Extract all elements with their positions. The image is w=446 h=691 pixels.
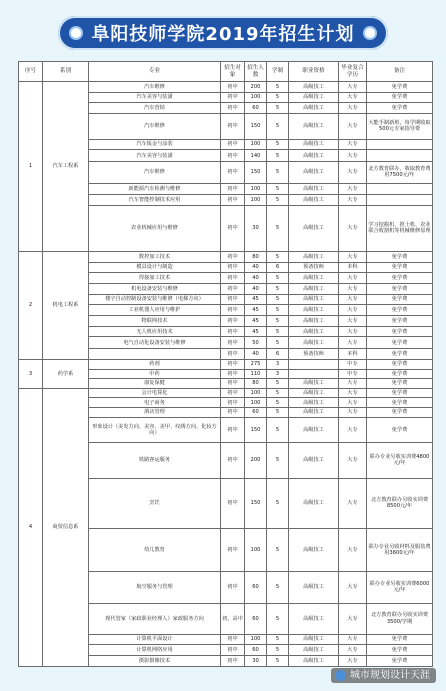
degree-cell: 大专	[339, 305, 367, 316]
count-cell: 80	[245, 379, 267, 389]
degree-cell: 大专	[339, 337, 367, 349]
target-cell: 初中	[221, 150, 245, 162]
degree-cell: 大专	[339, 284, 367, 295]
count-cell: 200	[245, 443, 267, 478]
degree-cell: 中专	[339, 369, 367, 379]
count-cell: 200	[245, 82, 267, 93]
years-cell: 5	[267, 408, 289, 418]
major-cell: 航空服务与管理	[89, 571, 221, 603]
note-cell: 免学费	[367, 316, 433, 327]
target-cell: 初中	[221, 162, 245, 183]
cert-cell: 高级技工	[289, 150, 339, 162]
note-cell: 免学费	[367, 645, 433, 656]
years-cell: 5	[267, 114, 289, 140]
page-title: 阜阳技师学院2019年招生计划	[91, 24, 355, 45]
note-cell: 免学费	[367, 305, 433, 316]
years-cell: 5	[267, 337, 289, 349]
note-cell: 联办专业另收实训费4800元/年	[367, 443, 433, 478]
header-cell: 专业	[89, 62, 221, 82]
years-cell: 5	[267, 478, 289, 528]
cert-cell: 高级技工	[289, 103, 339, 114]
note-cell	[367, 183, 433, 195]
count-cell: 100	[245, 195, 267, 206]
table-row	[19, 388, 433, 398]
target-cell: 初中	[221, 139, 245, 150]
major-cell	[89, 349, 221, 360]
count-cell: 60	[245, 645, 267, 656]
header-cell: 职业资格	[289, 62, 339, 82]
dept-name-cell: 药学系	[43, 359, 89, 388]
note-cell: 免学费	[367, 349, 433, 360]
major-cell: 汽车智能控制技术应用	[89, 195, 221, 206]
cert-cell: 高级技工	[289, 284, 339, 295]
major-cell: 工业机器人应用与维护	[89, 305, 221, 316]
table-row	[19, 359, 433, 369]
note-cell: 北方教育联办另收实训费3500/学期	[367, 603, 433, 634]
target-cell: 初中	[221, 379, 245, 389]
note-cell	[367, 139, 433, 150]
note-cell: 免学费	[367, 326, 433, 337]
count-cell: 45	[245, 294, 267, 305]
cert-cell: 高级技工	[289, 634, 339, 645]
degree-cell: 大专	[339, 603, 367, 634]
count-cell: 60	[245, 571, 267, 603]
header-cell: 毕业复合学历	[339, 62, 367, 82]
cert-cell: 高级技工	[289, 443, 339, 478]
count-cell: 275	[245, 359, 267, 369]
degree-cell: 大专	[339, 205, 367, 251]
years-cell: 5	[267, 183, 289, 195]
major-cell: 会计电算化	[89, 388, 221, 398]
cert-cell: 高级技工	[289, 195, 339, 206]
cert-cell: 高级技工	[289, 92, 339, 103]
count-cell: 60	[245, 603, 267, 634]
count-cell: 150	[245, 417, 267, 443]
cert-cell: 高级技工	[289, 645, 339, 656]
cert-cell	[289, 369, 339, 379]
degree-cell: 大专	[339, 103, 367, 114]
years-cell: 5	[267, 305, 289, 316]
count-cell: 60	[245, 408, 267, 418]
dept-name-cell: 汽车工程系	[43, 82, 89, 252]
target-cell: 初中	[221, 645, 245, 656]
years-cell: 5	[267, 251, 289, 262]
years-cell: 5	[267, 417, 289, 443]
note-cell: 免学费	[367, 92, 433, 103]
target-cell: 初中	[221, 316, 245, 327]
years-cell: 6	[267, 262, 289, 273]
major-cell: 汽车维修	[89, 114, 221, 140]
cert-cell: 高级技工	[289, 379, 339, 389]
note-cell: 北方教育联办，收取教育费用7500元/年	[367, 162, 433, 183]
count-cell: 100	[245, 92, 267, 103]
count-cell: 100	[245, 398, 267, 408]
target-cell: 初中	[221, 417, 245, 443]
target-cell: 初中	[221, 478, 245, 528]
degree-cell: 大专	[339, 388, 367, 398]
degree-cell: 大专	[339, 571, 367, 603]
table-body	[19, 82, 433, 667]
header-cell: 系别	[43, 62, 89, 82]
note-cell: 免学费	[367, 408, 433, 418]
major-cell: 酒店管理	[89, 408, 221, 418]
cert-cell: 高级技工	[289, 316, 339, 327]
degree-cell: 本科	[339, 349, 367, 360]
target-cell: 初中	[221, 284, 245, 295]
years-cell: 5	[267, 603, 289, 634]
degree-cell: 大专	[339, 398, 367, 408]
note-cell: 免学费	[367, 369, 433, 379]
header-cell: 招生对象	[221, 62, 245, 82]
years-cell: 3	[267, 359, 289, 369]
target-cell: 初中	[221, 262, 245, 273]
major-cell: 药剂	[89, 359, 221, 369]
note-cell: 免学费	[367, 398, 433, 408]
note-cell: 免学费	[367, 417, 433, 443]
years-cell: 5	[267, 82, 289, 93]
cert-cell: 高级技工	[289, 114, 339, 140]
target-cell: 初中	[221, 92, 245, 103]
degree-cell: 大专	[339, 656, 367, 667]
degree-cell: 大专	[339, 645, 367, 656]
count-cell: 100	[245, 634, 267, 645]
target-cell: 初中	[221, 183, 245, 195]
note-cell	[367, 195, 433, 206]
count-cell: 40	[245, 349, 267, 360]
degree-cell: 大专	[339, 294, 367, 305]
count-cell: 30	[245, 656, 267, 667]
years-cell: 5	[267, 398, 289, 408]
degree-cell: 大专	[339, 114, 367, 140]
target-cell: 初中	[221, 349, 245, 360]
bullet-icon	[363, 26, 377, 40]
header-cell: 招生人数	[245, 62, 267, 82]
years-cell: 5	[267, 139, 289, 150]
note-cell: 免学费	[367, 103, 433, 114]
count-cell: 150	[245, 114, 267, 140]
degree-cell: 大专	[339, 379, 367, 389]
degree-cell: 中专	[339, 359, 367, 369]
years-cell: 5	[267, 195, 289, 206]
years-cell: 5	[267, 273, 289, 284]
major-cell: 计算机网络应用	[89, 645, 221, 656]
note-cell: 免学费	[367, 284, 433, 295]
major-cell: 铁路客运服务	[89, 443, 221, 478]
degree-cell: 大专	[339, 150, 367, 162]
target-cell: 初中	[221, 114, 245, 140]
degree-cell: 大专	[339, 417, 367, 443]
count-cell: 150	[245, 162, 267, 183]
table-row	[19, 251, 433, 262]
target-cell: 初中	[221, 251, 245, 262]
table-row	[19, 82, 433, 93]
major-cell: 数控加工技术	[89, 251, 221, 262]
note-cell: 免学费	[367, 634, 433, 645]
years-cell: 5	[267, 571, 289, 603]
major-cell: 汽车维修	[89, 82, 221, 93]
degree-cell: 大专	[339, 443, 367, 478]
major-cell: 模具设计与制造	[89, 262, 221, 273]
major-cell: 中药	[89, 369, 221, 379]
major-cell: 电气自动化设备安装与维修	[89, 337, 221, 349]
target-cell: 初中	[221, 634, 245, 645]
cert-cell: 高级技工	[289, 82, 339, 93]
target-cell: 初中	[221, 656, 245, 667]
note-cell: 免学费	[367, 656, 433, 667]
count-cell: 100	[245, 388, 267, 398]
target-cell: 初中	[221, 408, 245, 418]
major-cell: 计算机平面设计	[89, 634, 221, 645]
note-cell: 免学费	[367, 82, 433, 93]
cert-cell: 高级技工	[289, 571, 339, 603]
target-cell: 初中	[221, 273, 245, 284]
cert-cell: 高级技工	[289, 139, 339, 150]
major-cell: 汽车营销	[89, 103, 221, 114]
major-cell: 汽车维修	[89, 162, 221, 183]
note-cell: 免学费	[367, 251, 433, 262]
target-cell: 初中	[221, 528, 245, 571]
count-cell: 150	[245, 478, 267, 528]
target-cell: 初中	[221, 443, 245, 478]
note-cell: 免学费	[367, 294, 433, 305]
target-cell: 初中	[221, 388, 245, 398]
count-cell: 40	[245, 284, 267, 295]
target-cell: 初中	[221, 326, 245, 337]
degree-cell: 大专	[339, 139, 367, 150]
cert-cell: 预备技师	[289, 262, 339, 273]
target-cell: 初中	[221, 369, 245, 379]
dept-number-cell: 2	[19, 251, 43, 359]
years-cell: 5	[267, 103, 289, 114]
note-cell: 免学费	[367, 273, 433, 284]
count-cell: 140	[245, 150, 267, 162]
years-cell: 5	[267, 205, 289, 251]
major-cell: 农业机械应用与维修	[89, 205, 221, 251]
cert-cell: 高级技工	[289, 603, 339, 634]
cert-cell: 高级技工	[289, 528, 339, 571]
dept-number-cell: 4	[19, 388, 43, 666]
target-cell: 初中	[221, 195, 245, 206]
cert-cell: 高级技工	[289, 294, 339, 305]
dept-number-cell: 1	[19, 82, 43, 252]
years-cell: 5	[267, 316, 289, 327]
cert-cell: 高级技工	[289, 205, 339, 251]
count-cell: 100	[245, 183, 267, 195]
major-cell: 楼宇自动控制设备安装与维修（电梯方向）	[89, 294, 221, 305]
note-cell: 免学费	[367, 262, 433, 273]
major-cell: 物联网技术	[89, 316, 221, 327]
cert-cell: 高级技工	[289, 183, 339, 195]
target-cell: 初中	[221, 337, 245, 349]
target-cell: 初、高中	[221, 603, 245, 634]
years-cell: 5	[267, 634, 289, 645]
note-cell: 免学费	[367, 379, 433, 389]
watermark-text: 城市规划设计天涯	[350, 670, 430, 681]
count-cell: 45	[245, 316, 267, 327]
count-cell: 30	[245, 205, 267, 251]
years-cell: 5	[267, 379, 289, 389]
cert-cell: 高级技工	[289, 162, 339, 183]
dept-name-cell: 机电工程系	[43, 251, 89, 359]
count-cell: 100	[245, 528, 267, 571]
cert-cell: 高级技工	[289, 417, 339, 443]
major-cell: 焊接加工技术	[89, 273, 221, 284]
count-cell: 45	[245, 326, 267, 337]
count-cell: 40	[245, 273, 267, 284]
note-cell	[367, 150, 433, 162]
degree-cell: 大专	[339, 478, 367, 528]
major-cell: 机电设备安装与维修	[89, 284, 221, 295]
header-cell: 学制	[267, 62, 289, 82]
degree-cell: 大专	[339, 528, 367, 571]
major-cell: 烹饪	[89, 478, 221, 528]
target-cell: 初中	[221, 205, 245, 251]
header-cell: 序号	[19, 62, 43, 82]
major-cell: 汽车美容与装潢	[89, 92, 221, 103]
major-cell: 幼儿教育	[89, 528, 221, 571]
degree-cell: 大专	[339, 82, 367, 93]
cert-cell: 高级技工	[289, 478, 339, 528]
bullet-icon	[69, 26, 83, 40]
count-cell: 40	[245, 262, 267, 273]
major-cell: 康复保健	[89, 379, 221, 389]
count-cell: 100	[245, 139, 267, 150]
degree-cell: 大专	[339, 183, 367, 195]
major-cell: 电子商务	[89, 398, 221, 408]
note-cell: 免学费	[367, 337, 433, 349]
target-cell: 初中	[221, 103, 245, 114]
dept-number-cell: 3	[19, 359, 43, 388]
degree-cell: 大专	[339, 326, 367, 337]
years-cell: 5	[267, 645, 289, 656]
degree-cell: 大专	[339, 408, 367, 418]
note-cell: 联办专业另收实训费6000元/年	[367, 571, 433, 603]
target-cell: 初中	[221, 571, 245, 603]
count-cell: 50	[245, 337, 267, 349]
cert-cell: 高级技工	[289, 251, 339, 262]
target-cell: 初中	[221, 305, 245, 316]
cert-cell	[289, 359, 339, 369]
target-cell: 初中	[221, 359, 245, 369]
target-cell: 初中	[221, 294, 245, 305]
degree-cell: 大专	[339, 162, 367, 183]
count-cell: 110	[245, 369, 267, 379]
major-cell: 无人机应用技术	[89, 326, 221, 337]
cert-cell: 高级技工	[289, 326, 339, 337]
years-cell: 6	[267, 349, 289, 360]
years-cell: 5	[267, 150, 289, 162]
count-cell: 80	[245, 251, 267, 262]
major-cell: 现代管家（家政职业经理人）家政服务方向	[89, 603, 221, 634]
degree-cell: 大专	[339, 634, 367, 645]
degree-cell: 大专	[339, 316, 367, 327]
count-cell: 45	[245, 305, 267, 316]
watermark	[331, 668, 436, 683]
years-cell: 5	[267, 294, 289, 305]
years-cell: 5	[267, 388, 289, 398]
degree-cell: 大专	[339, 273, 367, 284]
header-row	[19, 62, 433, 82]
major-cell: 摄影摄像技术	[89, 656, 221, 667]
cert-cell: 高级技工	[289, 398, 339, 408]
note-cell: 联办专业另收材料及服装费用3600元/年	[367, 528, 433, 571]
degree-cell: 大专	[339, 92, 367, 103]
cert-cell: 高级技工	[289, 656, 339, 667]
header-cell: 备注	[367, 62, 433, 82]
major-cell: 新能源汽车检测与维修	[89, 183, 221, 195]
years-cell: 3	[267, 369, 289, 379]
major-cell: 汽车钣金与涂装	[89, 139, 221, 150]
note-cell: 学习挖掘机、推土机、农业联合收割机等机械维修原理	[367, 205, 433, 251]
years-cell: 5	[267, 326, 289, 337]
years-cell: 5	[267, 92, 289, 103]
cert-cell: 高级技工	[289, 337, 339, 349]
degree-cell: 大专	[339, 195, 367, 206]
years-cell: 5	[267, 443, 289, 478]
degree-cell: 大专	[339, 251, 367, 262]
note-cell: 北方教育联办另收实训费8500元/年	[367, 478, 433, 528]
degree-cell: 本科	[339, 262, 367, 273]
major-cell: 汽车美容与装潢	[89, 150, 221, 162]
cert-cell: 预备技师	[289, 349, 339, 360]
dept-name-cell: 商贸信息系	[43, 388, 89, 666]
years-cell: 5	[267, 162, 289, 183]
major-cell: 形象设计（美发方向、美容、美甲、纹绣方向、化妆方向）	[89, 417, 221, 443]
years-cell: 5	[267, 284, 289, 295]
note-cell: 免学费	[367, 359, 433, 369]
cert-cell: 高级技工	[289, 388, 339, 398]
count-cell: 60	[245, 103, 267, 114]
cert-cell: 高级技工	[289, 305, 339, 316]
years-cell: 5	[267, 656, 289, 667]
note-cell: 大能手制新班，每学期收取500元专家指导费	[367, 114, 433, 140]
title-banner	[58, 16, 388, 50]
enrollment-table	[18, 61, 433, 667]
cert-cell: 高级技工	[289, 408, 339, 418]
watermark-logo-icon	[335, 670, 346, 681]
target-cell: 初中	[221, 398, 245, 408]
target-cell: 初中	[221, 82, 245, 93]
note-cell: 免学费	[367, 388, 433, 398]
cert-cell: 高级技工	[289, 273, 339, 284]
years-cell: 5	[267, 528, 289, 571]
